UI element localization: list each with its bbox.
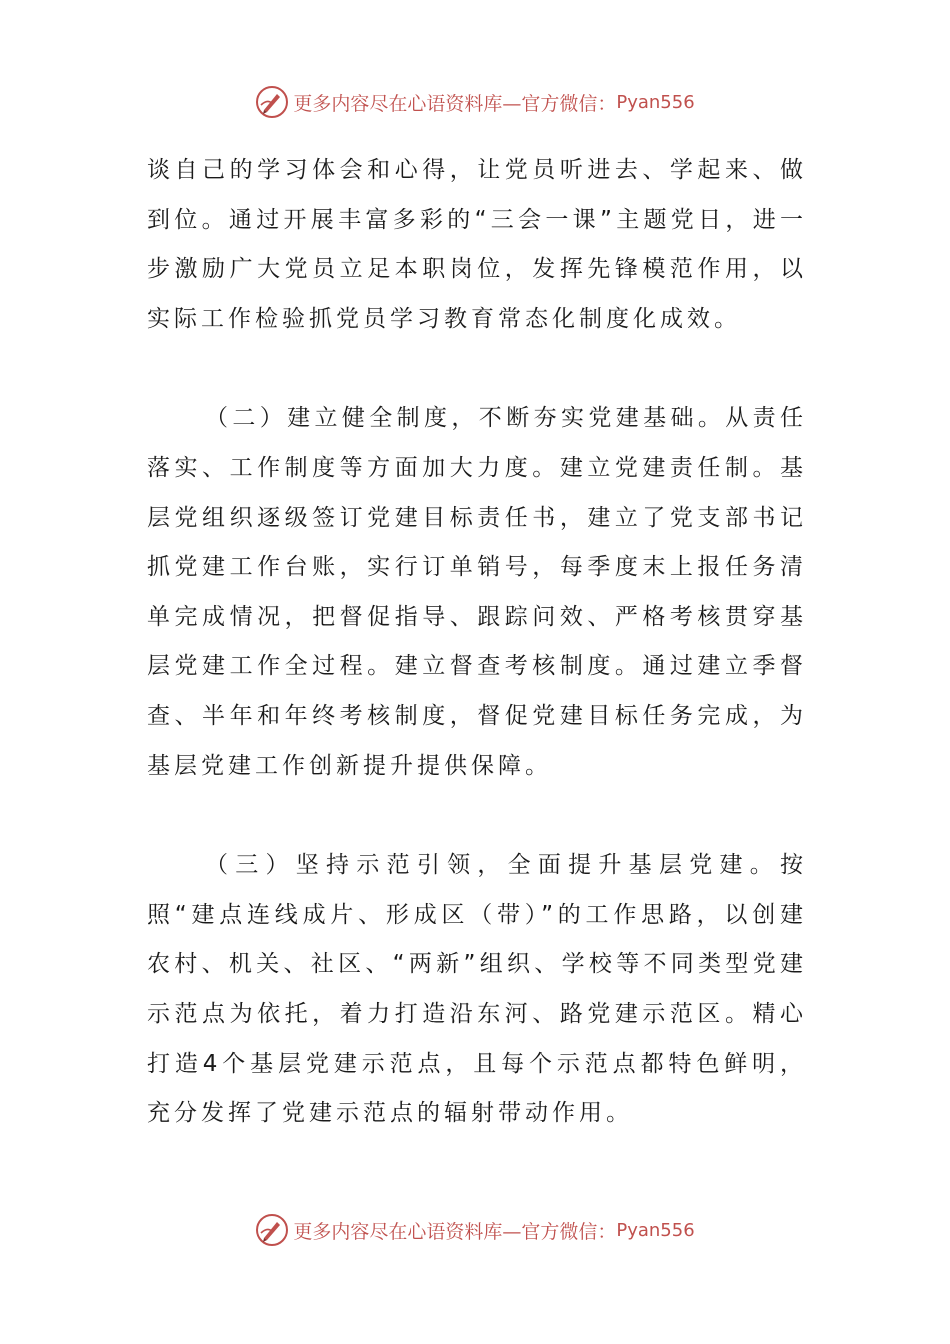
header-banner [0, 82, 950, 122]
pen-logo-icon [255, 1213, 289, 1247]
paragraph-continued: 谈自己的学习体会和心得，让党员听进去、学起来、做到位。通过开展丰富多彩的“三会一课”主题党日，进一步激励广大党员立足本职岗位，发挥先锋模范作用，以实际工作检验抓党员学习教育常态化制度化成效。 [147, 157, 807, 332]
footer-banner [0, 1210, 950, 1250]
header-banner-wechat-id: Pyan556 [616, 91, 695, 113]
footer-banner-text: 更多内容尽在心语资料库—官方微信： [293, 1220, 617, 1243]
paragraph-section-three: （三）坚持示范引领，全面提升基层党建。按照“建点连线成片、形成区（带）”的工作思路，以创建农村、机关、社区、“两新”组织、学校等不同类型党建示范点为依托，着力打造沿东河、路党建示范区。精心打造4个基层党建示范点，且每个示范点都特色鲜明，充分发挥了党建示范点的辐射带动作用。 [147, 852, 807, 1127]
footer-banner-wechat-id: Pyan556 [616, 1219, 695, 1241]
header-banner-text: 更多内容尽在心语资料库—官方微信： [293, 92, 617, 115]
paragraph-section-two: （二）建立健全制度，不断夯实党建基础。从责任落实、工作制度等方面加大力度。建立党建责任制。基层党组织逐级签订党建目标责任书，建立了党支部书记抓党建工作台账，实行订单销号，每季度末上报任务清单完成情况，把督促指导、跟踪问效、严格考核贯穿基层党建工作全过程。建立督查考核制度。通过建立季督查、半年和年终考核制度，督促党建目标任务完成，为基层党建工作创新提升提供保障。 [147, 405, 807, 779]
document-body [147, 146, 807, 1139]
pen-logo-icon [255, 85, 289, 119]
